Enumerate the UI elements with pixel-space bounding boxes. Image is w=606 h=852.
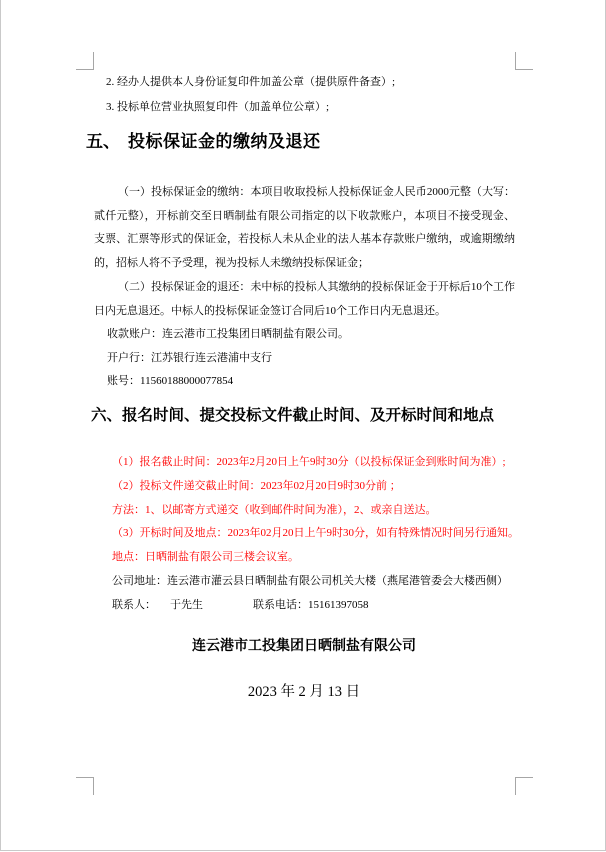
account-number-line: 账号：11560188000077854 [107,375,234,387]
bid-opening-place-line: 地点：日晒制盐有限公司三楼会议室。 [112,551,299,564]
text-boundary-mark-top-right [515,52,533,70]
text-boundary-mark-bottom-left [76,777,94,795]
section5-heading-number: 五、 [86,132,120,151]
company-address-line: 公司地址：连云港市灌云县日晒制盐有限公司机关大楼（燕尾港管委会大楼西侧） [112,574,508,587]
phone-number: 15161397058 [308,598,369,611]
phone-label: 联系电话： [253,598,308,611]
qualification-items [94,70,515,120]
section6-heading: 六、报名时间、提交投标文件截止时间、及开标时间和地点 [91,407,495,424]
signature-company-name: 连云港市工投集团日晒制盐有限公司 [192,637,416,653]
contact-line [94,594,515,618]
account-name-line: 收款账户：连云港市工投集团日晒制盐有限公司。 [107,328,349,340]
section5-heading [86,130,515,154]
signature-date: 2023 年 2 月 13 日 [247,684,361,700]
deposit-payment-paragraph: （一）投标保证金的缴纳：本项目收取投标人投标保证金人民币2000元整（大写：贰仟元整），开标前交至日晒制盐有限公司指定的以下收款账户，本项目不接受现金、支票、汇票等形式的保证金，若投标人未从企业的法人基本存款账户缴纳，或逾期缴纳的，招标人将不予受理，视为投标人未缴纳投标保证金； [94,186,515,269]
text-boundary-mark-top-left [76,52,94,70]
qualification-item-3: 3. 投标单位营业执照复印件（加盖单位公章）; [106,101,330,113]
contact-label: 联系人： [112,598,156,611]
section5-heading-title: 投标保证金的缴纳及退还 [128,132,321,151]
qualification-item-2: 2. 经办人提供本人身份证复印件加盖公章（提供原件备查）; [106,76,396,88]
submission-method-line: 方法：1、以邮寄方式递交（收到邮件时间为准），2、或亲自送达。 [112,503,437,516]
submission-deadline-line: （2）投标文件递交截止时间：2023年02月20日9时30分前 ； [112,479,401,492]
bank-branch-line: 开户行：江苏银行连云港浦中支行 [107,351,272,364]
text-boundary-mark-bottom-right [515,777,533,795]
registration-deadline-line: （1）报名截止时间：2023年2月20日上午9时30分（以投标保证金到账时间为准）; [112,456,506,468]
deposit-refund-paragraph: （二）投标保证金的退还：未中标的投标人其缴纳的投标保证金于开标后10个工作日内无息退还。中标人的投标保证金签订合同后10个工作日内无息退还。 [94,281,515,317]
bid-opening-time-line: （3）开标时间及地点：2023年02月20日上午9时30分，如有特殊情况时间另行通知。 [112,527,519,540]
contact-name: 于先生 [170,598,203,611]
section6-lines [94,451,519,618]
bank-account-info [94,323,515,394]
